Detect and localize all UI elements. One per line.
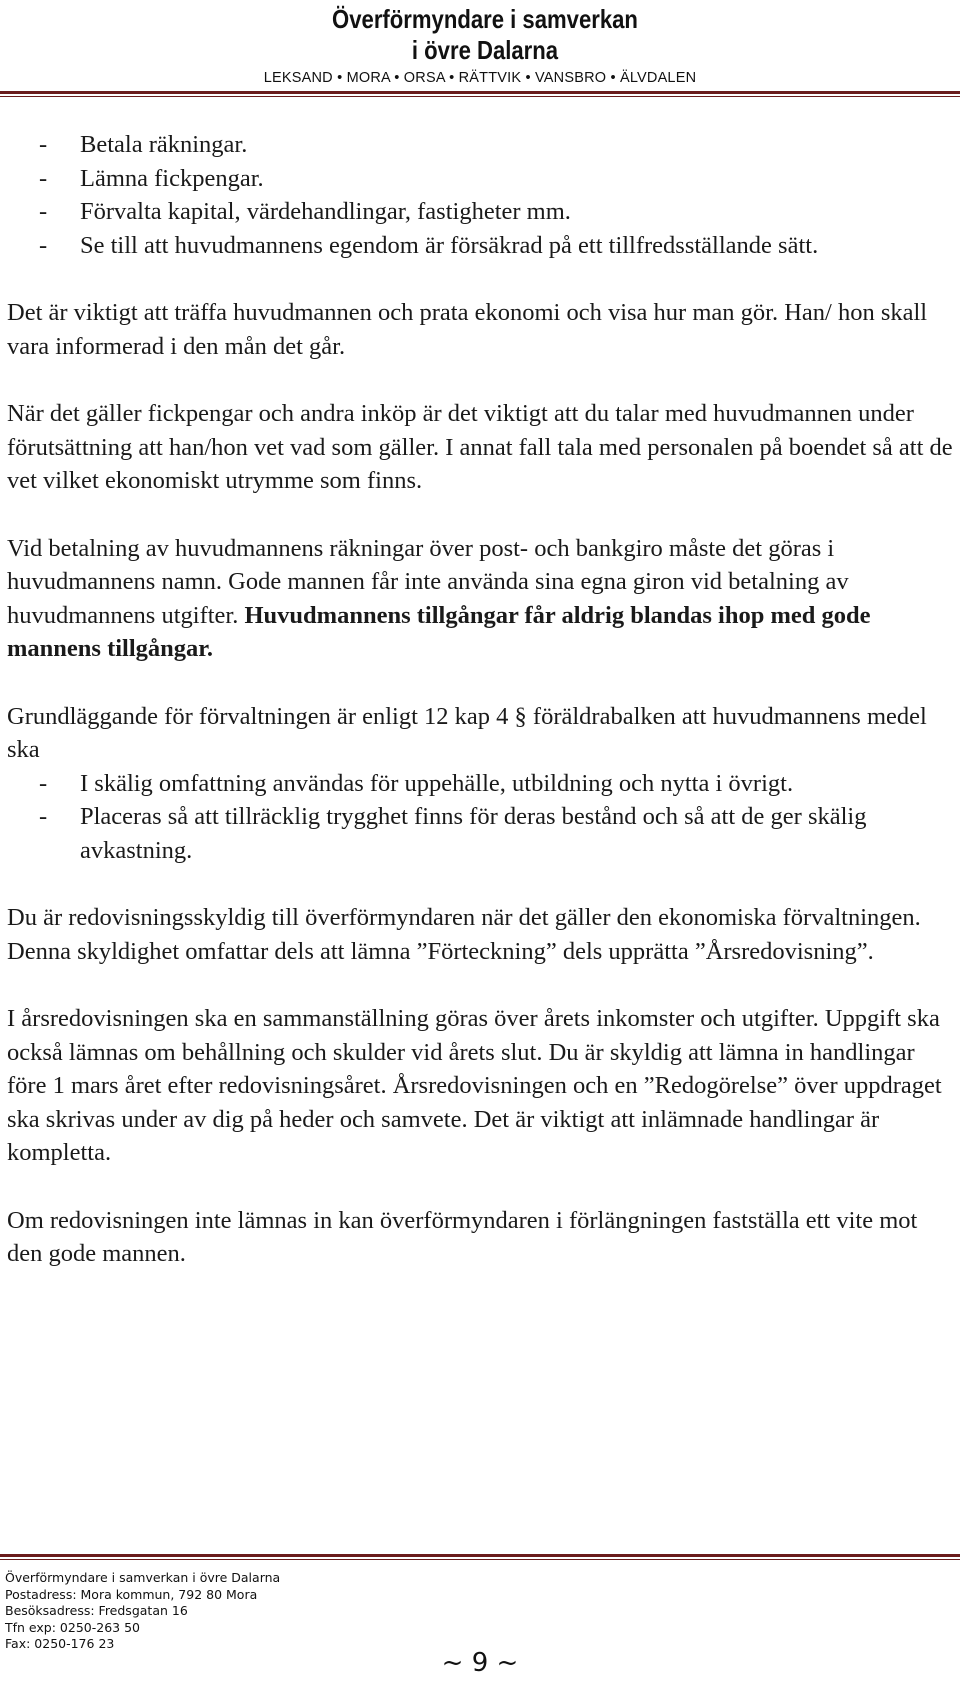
list-item: - Betala räkningar. bbox=[7, 128, 957, 162]
paragraph-penalty: Om redovisningen inte lämnas in kan överförmyndaren i förlängningen fastställa ett vite mot den gode mannen. bbox=[7, 1206, 918, 1267]
footer-visiting-address: Besöksadress: Fredsgatan 16 bbox=[5, 1603, 188, 1618]
footer-fax: Fax: 0250-176 23 bbox=[5, 1636, 115, 1651]
list-item: - Förvalta kapital, värdehandlingar, fastigheter mm. bbox=[7, 195, 957, 229]
paragraph-annual-report: I årsredovisningen ska en sammanställning göras över årets inkomster och utgifter. Uppgift ska också lämnas om behållning och skulder vid årets slut. Du är skyldig att lämna in handlingar före 1 mars året efter redovisningsåret. Årsredovisningen och en ”Redogörelse” över uppdraget ska skrivas under av dig på heder och samvete. Det är viktigt att inlämnade handlingar är kompletta. bbox=[7, 1005, 942, 1166]
list-item: - Se till att huvudmannens egendom är försäkrad på ett tillfredsställande sätt. bbox=[7, 229, 957, 263]
header-title-line2: i övre Dalarna bbox=[411, 35, 559, 65]
header-rule-thin bbox=[0, 96, 960, 97]
task-list bbox=[7, 128, 957, 262]
list-item: - Lämna fickpengar. bbox=[7, 162, 957, 196]
footer-postal-address: Postadress: Mora kommun, 792 80 Mora bbox=[5, 1586, 258, 1602]
page-number: ~ 9 ~ bbox=[441, 1648, 519, 1678]
page-header bbox=[0, 0, 960, 100]
list-item: - I skälig omfattning användas för uppehälle, utbildning och nytta i övrigt. bbox=[7, 767, 957, 801]
header-title-line1: Överförmyndare i samverkan bbox=[332, 4, 638, 34]
payments-bold-warning: Huvudmannens tillgångar får aldrig blandas ihop med gode mannens tillgångar. bbox=[7, 601, 871, 662]
header-rule-thick bbox=[0, 91, 960, 94]
footer-phone: Tfn exp: 0250-263 50 bbox=[5, 1619, 140, 1635]
paragraph-pocket-money: När det gäller fickpengar och andra inköp är det viktigt att du talar med huvudmannen under förutsättning att han/hon vet vad som gäller. I annat fall tala med personalen på boendet så att de vet vilket ekonomiskt utrymme som finns. bbox=[7, 400, 953, 494]
funds-use-list bbox=[7, 767, 957, 868]
footer-rule-thick bbox=[0, 1554, 960, 1557]
payments-text: Vid betalning av huvudmannens räkningar över post- och bankgiro måste det göras i huvudmannens namn. Gode mannen får inte använda sina egna giron vid betalning av huvudmannens utgifter. bbox=[7, 534, 849, 629]
paragraph-meet-principal: Det är viktigt att träffa huvudmannen och prata ekonomi och visa hur man gör. Han/ hon skall vara informerad i den mån det går. bbox=[7, 299, 928, 360]
page-footer bbox=[5, 1570, 280, 1653]
paragraph-reporting-duty: Du är redovisningsskyldig till överförmyndaren när det gäller den ekonomiska förvaltningen. Denna skyldighet omfattar dels att lämna ”Förteckning” dels upprätta ”Årsredovisning”. bbox=[7, 904, 921, 965]
document-body bbox=[7, 128, 957, 1305]
list-item: - Placeras så att tillräcklig trygghet finns för deras bestånd och så att de ger skälig avkastning. bbox=[7, 800, 957, 867]
footer-organization: Överförmyndare i samverkan i övre Dalarna bbox=[5, 1570, 281, 1585]
header-municipalities: LEKSAND • MORA • ORSA • RÄTTVIK • VANSBRO • ÄLVDALEN bbox=[263, 70, 697, 86]
paragraph-legal-basis: Grundläggande för förvaltningen är enligt 12 kap 4 § föräldrabalken att huvudmannens medel ska bbox=[7, 702, 927, 763]
footer-rule-thin bbox=[0, 1559, 960, 1560]
paragraph-payments bbox=[7, 532, 957, 666]
